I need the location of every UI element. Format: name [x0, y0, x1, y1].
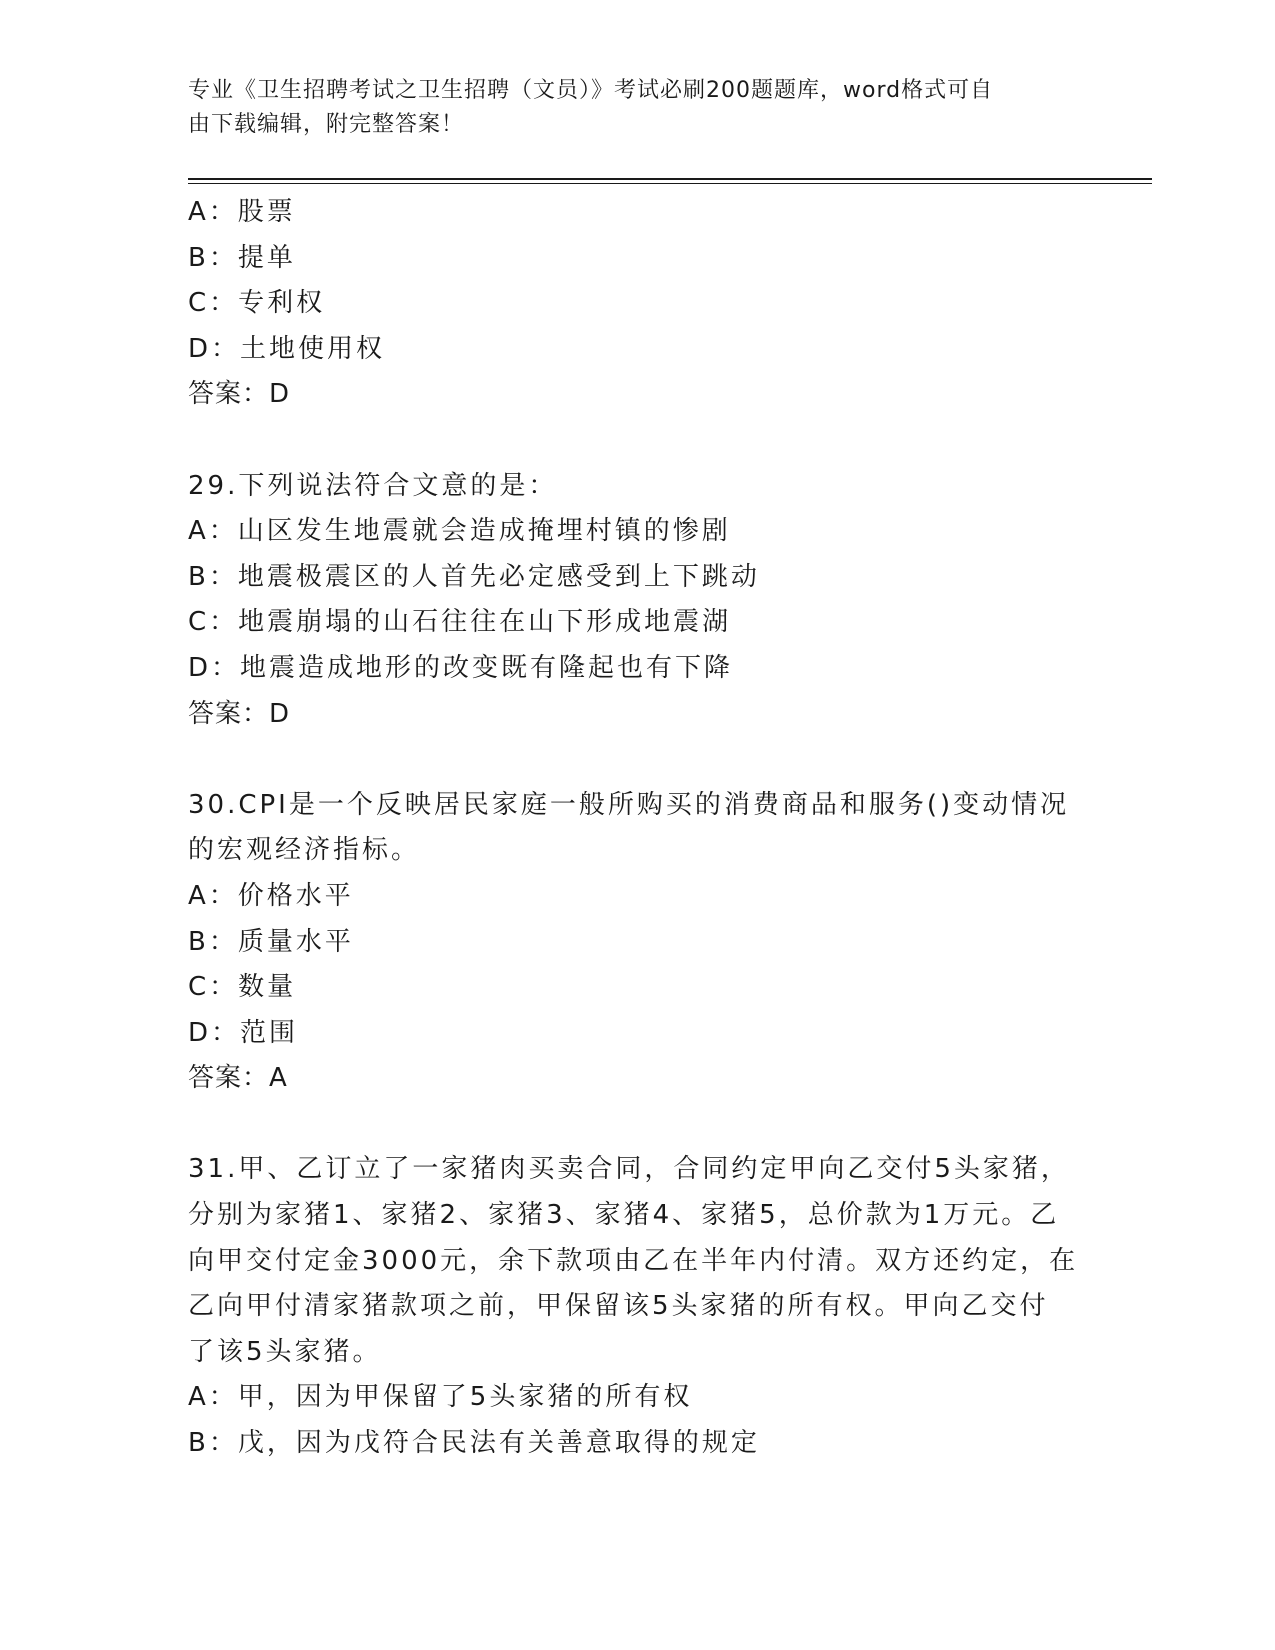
header-line-2: 由下载编辑，附完整答案！: [188, 112, 465, 137]
option-d: D：土地使用权: [188, 333, 386, 364]
header-line-1: 专业《卫生招聘考试之卫生招聘（文员）》考试必刷200题题库，word格式可自: [188, 78, 994, 103]
option-d: D：范围: [188, 1017, 299, 1048]
question-stem-line: 30.CPI是一个反映居民家庭一般所购买的消费商品和服务()变动情况: [188, 789, 1070, 820]
answer: 答案：D: [188, 379, 291, 410]
option-c: C：数量: [188, 972, 297, 1003]
option-c: C：地震崩塌的山石往往在山下形成地震湖: [188, 607, 732, 638]
answer: 答案：D: [188, 698, 291, 729]
question-stem-line: 向甲交付定金3000元，余下款项由乙在半年内付清。双方还约定，在: [188, 1245, 1079, 1276]
question-stem: 29.下列说法符合文意的是：: [188, 470, 558, 501]
answer: 答案：A: [188, 1063, 288, 1094]
question-stem-line: 乙向甲付清家猪款项之前，甲保留该5头家猪的所有权。甲向乙交付: [188, 1291, 1049, 1322]
header-divider-thick: [188, 178, 1152, 180]
option-d: D：地震造成地形的改变既有隆起也有下降: [188, 652, 734, 683]
option-a: A：山区发生地震就会造成掩埋村镇的惨剧: [188, 516, 731, 547]
question-28: [188, 190, 1088, 418]
question-stem-line: 的宏观经济指标。: [188, 835, 421, 866]
option-b: B：地震极震区的人首先必定感受到上下跳动: [188, 561, 760, 592]
question-29: [188, 464, 1088, 738]
option-b: B：提单: [188, 242, 296, 273]
question-stem-line: 了该5头家猪。: [188, 1336, 382, 1367]
question-31: [188, 1147, 1088, 1466]
document-header: [188, 74, 1088, 142]
option-a: A：甲，因为甲保留了5头家猪的所有权: [188, 1382, 693, 1413]
question-stem-line: 分别为家猪1、家猪2、家猪3、家猪4、家猪5，总价款为1万元。乙: [188, 1200, 1060, 1231]
option-a: A：股票: [188, 197, 296, 227]
option-b: B：戊，因为戊符合民法有关善意取得的规定: [188, 1428, 760, 1459]
question-content: [188, 190, 1088, 1467]
header-divider-thin: [188, 183, 1152, 184]
option-b: B：质量水平: [188, 926, 354, 957]
option-a: A：价格水平: [188, 880, 354, 911]
option-c: C：专利权: [188, 288, 326, 319]
question-stem-line: 31.甲、乙订立了一家猪肉买卖合同，合同约定甲向乙交付5头家猪，: [188, 1154, 1070, 1185]
question-30: [188, 783, 1088, 1102]
